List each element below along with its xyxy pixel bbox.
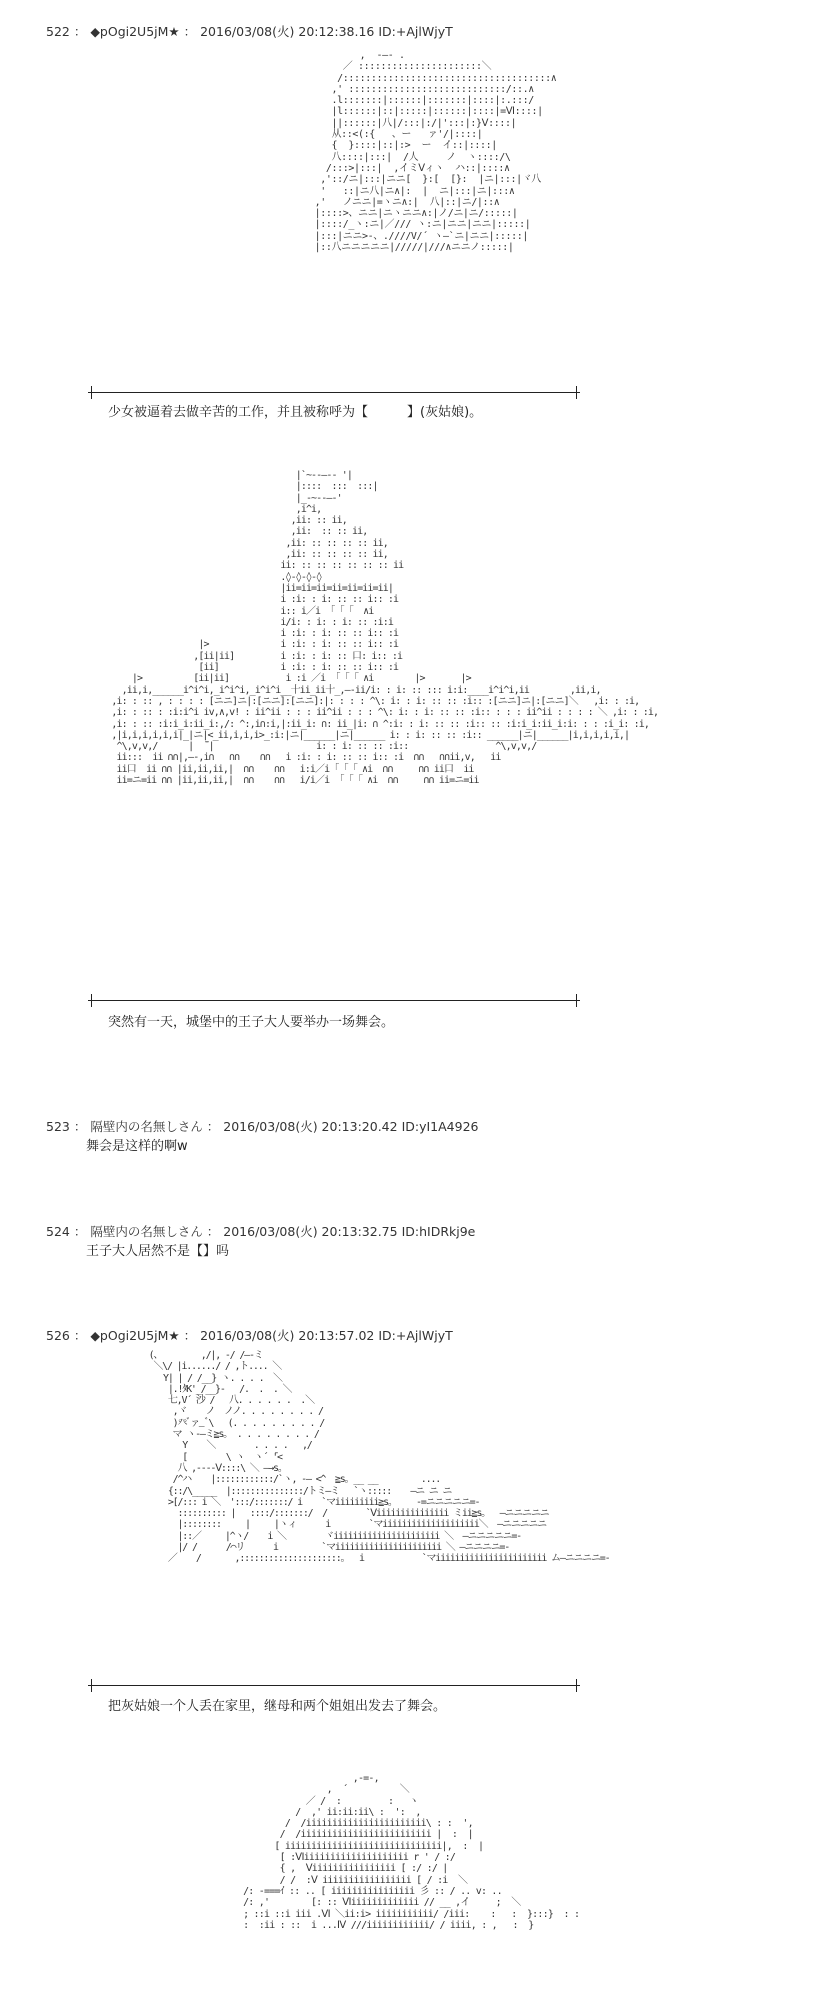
scene-divider: [88, 1000, 580, 1001]
post-author: ◆pOgi2U5jM★: [90, 1328, 180, 1343]
post-author: 隔壁内の名無しさん: [90, 1119, 203, 1134]
post-id[interactable]: ID:+AjlWjyT: [378, 1328, 453, 1343]
post-number[interactable]: 524: [46, 1224, 70, 1239]
post-header: 526 ： ◆pOgi2U5jM★ ： 2016/03/08(火) 20:13:57.02 ID:+AjlWjyT: [46, 1328, 453, 1343]
scene-divider: [88, 392, 580, 393]
post-id[interactable]: ID:yI1A4926: [401, 1119, 479, 1134]
ascii-art-castle: |`~--―-- '| |:::: ::: :::| |_-~--―-' ,i^i, ,ii: :: ii, ,ii: :: :: ii, ,ii: :: :: :: :: ii, ,ii: :: :: :: :: ii, ii: :: :: :: :: :: :: ii .◊-◊-◊-◊ |ii=ii=ii=ii=ii=ii=ii| i :i: : i: :: :: i:: :i i:: i／i ｢ ｢ ｢ ∧i i/i: : i: : i: :: :i:i i :i: : i: :: :: i:: :i |> i :i: : i: :: :: i:: :i ,[ii|ii] i :i: : i: :: 口: i:: :i [ii] i :i: : i: :: :: i:: :i |> [ii|ii] i :i ／i ｢ ｢ ｢ ∧i |> |> ,ii,i,______i^i^i,_i^i^i,_i^i^i__十ii_ii十_,―-ii/i: : i: :: ::: i:i:____i^i^i,ii ,ii,i, ,i: : :: , : : : : [ニニ]ニ|:[ニニ]:[ニニ]:|: : : : ^\: i: : i: :: :: :i:: :[ニニ]ニ|:[ニニ]＼ ,i: : :i, ,i: : :: : :i:i^i iv,∧,v! : ii^ii : : : ii^ii : : : ^\: i: : i: :: :: :i:: : : : ii^ii : : : : ＼ ,i: : :i, ,i: : :: :i:i_i:ii_i:,/: ^:,i∩:i,|:ii_i: ∩: ii_|i: ∩ ^:i: : i: :: :: :i:: :: :i:i_i:ii_i:i: : : :i_i: :i, ,|i,i,i,i,i,i|_|ニ|<_ii,i,i,i>_:i:|ニ|______|ニ|______ i: : i: :: :: :i:: ______|ニ|______|i,i,i,i,i,| ^\,v,v,/ | ̄¯| i: : i: :: :: :i:: ^\,v,v,/ ii::: ii ∩∩|,―-,i∩ ∩∩ ∩∩ i :i: : i: :: :: i:: :i ∩∩ ∩∩ii,v, ii ii口 ii ∩∩ |ii,ii,ii,| ∩∩ ∩∩ i:i／i ｢ ｢ ｢ ∧i ∩∩ ∩∩ ii口 ii ii=ニ=ii ∩∩ |ii,ii,ii,| ∩∩ ∩∩ i/i／i ｢ ｢ ｢ ∧i ∩∩ ∩∩ ii=ニ=ii: [111, 470, 659, 787]
post-author: 隔壁内の名無しさん: [90, 1224, 203, 1239]
post-header: 523 ： 隔壁内の名無しさん ： 2016/03/08(火) 20:13:20.42 ID:yI1A4926: [46, 1119, 479, 1134]
post-author: ◆pOgi2U5jM★: [90, 24, 180, 39]
post-date: 2016/03/08(火) 20:12:38.16: [200, 24, 375, 39]
post-date: 2016/03/08(火) 20:13:32.75: [223, 1224, 398, 1239]
scene-caption: 把灰姑娘一个人丢在家里，继母和两个姐姐出发去了舞会。: [108, 1699, 447, 1714]
post-number[interactable]: 526: [46, 1328, 70, 1343]
scene-divider: [88, 1685, 580, 1686]
post-number[interactable]: 523: [46, 1119, 70, 1134]
post-date: 2016/03/08(火) 20:13:20.42: [223, 1119, 398, 1134]
post-date: 2016/03/08(火) 20:13:57.02: [200, 1328, 375, 1343]
ascii-art-cinderella: , -―- . ／ ::::::::::::::::::::::＼ /:::::::::::::::::::::::::::::::::::::∧ ,' ::::::::::::::::::::::::::::/::.∧ .l:::::::|::::::|:::::::|::::|:.:::/ |l::::::|::|:::::|::::::|::::|=Ⅵ::::| ||::::::|八|/:::|:/|':::|:}Ⅴ::::| 从::<(:{ 、ー ァ'/|::::| { }::::|::|:> ー イ::|::::| 八::::|:::| /人 ノ ヽ::::/\ /:::>|:::| ,イミⅤィヽ ハ::|::::∧ ,'::/ニ|:::|ニニ[ }:[ [}: |ニ|:::|ヾ八 ' ::|ニ八|ニ∧|: | ニ|:::|ニ|:::∧ ,' ノニニ|=ヽニ∧:| 八|::|ニ/|::∧ |::::>、ニニ|ニヽニニ∧:|ノ/ニ|ニ/:::::| |::::/_ヽ:ニ|／/// ヽ:ニ|ニニ|ニニ|:::::| |:::|ニニ>-、.////V/´ ヽ―`ニ|ニニ|:::::| |::八ニニニニニ|/////|///∧ニニノ:::::|: [314, 50, 557, 254]
post-id[interactable]: ID:+AjlWjyT: [378, 24, 453, 39]
post-header: 524 ： 隔壁内の名無しさん ： 2016/03/08(火) 20:13:32.75 ID:hIDRkj9e: [46, 1224, 476, 1239]
post-text: 王子大人居然不是【】吗: [86, 1244, 230, 1259]
post-number[interactable]: 522: [46, 24, 70, 39]
post-id[interactable]: ID:hIDRkj9e: [401, 1224, 476, 1239]
scene-caption: 少女被逼着去做辛苦的工作，并且被称呼为【 】(灰姑娘)。: [108, 405, 483, 420]
ascii-art-stepmother-sisters: (、 ,/|, -/ /―-ミ ＼\/ |i....../ / ,ト.... ＼ Y| | / /__} ヽ. . . . ＼ |.!ﾀK'_/__}- /. . . ＼ 七,V´ 沙 / 八. . . . . . .＼ ,ヾ ノ ノノ. . . . . . . . / )癶ﾞァ_ﾞ\ (. . . . . . . . . / マ ヽ-―ミ≧s。 . . . . . . . . / Y ＼ . . . . ,/ [ \ ヽ ヽ´ ̄'< 八 ,----Ⅴ::::\ ＼ ―→s。 /^ハ |::::::::::::/`ヽ, -― <^ ≧s。__ __ .... {::/\_____ |:::::::::::::::/トミ―ミ `ヽ::::: ―ニ ニ ニ >[/::: i ＼ ':::/:::::::/ i `マiiiiiiiii≧s。 -=ニニニニニ=- :::::::::: | ::::/:::::::/ / `Ⅴiiiiiiiiiiiiiii ミii≧s。 ―ニニニニニ |:::::::: | |ヽィ i `マiiiiiiiiiiiiiiiiiiii＼ ―ニニニニニ |::／ |^ヽ/ i ＼ ヾiiiiiiiiiiiiiiiiiiiiii ＼ ―ニニニニニ=- |/ / /⌒リ i `マiiiiiiiiiiiiiiiiiiiiii ＼ ―ニニニニ=- ／ / ,:::::::::::::::::::::。 i `マiiiiiiiiiiiiiiiiiiiiiii ム―ニニニニ=-: [148, 1350, 610, 1565]
ascii-art-cinderella-alone: ,-=-, , ´ ＼ ／ / : : ヽ / ,' ii:ii:ii\ : ': , / /iiiiiiiiiiiiiiiiiiiiiii\ : : ', / /iiiiiiiiiiiiiiiiiiiiiiiii | : | [ iiiiiiiiiiiiiiiiiiiiiiiiiiiiii|, : | [ :Ⅵiiiiiiiiiiiiiiiiiiii r ' / :/ { , Ⅴiiiiiiiiiiiiiiii [ :/ :/ | / / :Ⅴ iiiiiiiiiiiiiiiii [ / :i ＼ /: -===ｲ :: .. [ iiiiiiiiiiiiiiii 彡 :: / .. v: .. /: ,' [: :: Ⅵiiiiiiiiiiiii // __ ,イ ; ＼ ; ::i ::i iii .Ⅵ ＼ii:i> iiiiiiiiiii/ /iii: : : }:::} : : : :ii : :: i ...Ⅳ ///iiiiiiiiiiii/ / iiii, : , : }: [243, 1773, 580, 1931]
scene-caption: 突然有一天，城堡中的王子大人要举办一场舞会。: [108, 1015, 395, 1030]
post-header: 522 ： ◆pOgi2U5jM★ ： 2016/03/08(火) 20:12:38.16 ID:+AjlWjyT: [46, 24, 453, 39]
post-text: 舞会是这样的啊w: [86, 1139, 188, 1154]
